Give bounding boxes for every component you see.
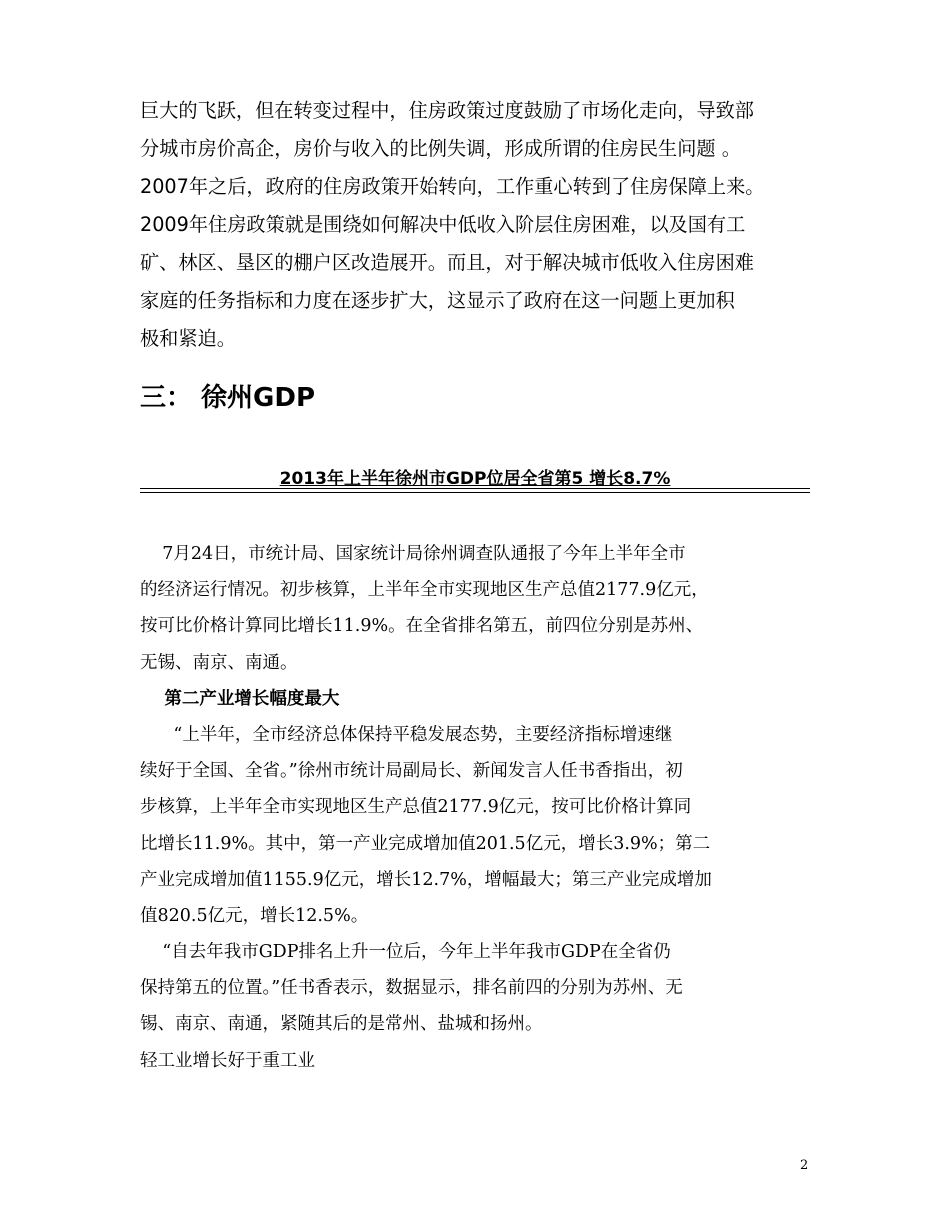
body-line: 按可比价格计算同比增长11.9%。在全省排名第五，前四位分别是苏州、 (140, 616, 704, 637)
page-number: 2 (800, 1158, 809, 1173)
intro-paragraph (140, 92, 820, 358)
body-line: 步核算，上半年全市实现地区生产总值2177.9亿元，按可比价格计算同 (140, 797, 692, 818)
subheading-secondary-industry: 第二产业增长幅度最大 (140, 688, 340, 709)
intro-line: 家庭的任务指标和力度在逐步扩大，这显示了政府在这一问题上更加积 (140, 289, 735, 312)
body-line: 值820.5亿元，增长12.5%。 (140, 905, 369, 926)
body-line: 比增长11.9%。其中，第一产业完成增加值201.5亿元，增长3.9%；第二 (140, 833, 711, 854)
body-line: “上半年，全市经济总体保持平稳发展态势，主要经济指标增速继 (140, 724, 673, 745)
body-line: 续好于全国、全省。”徐州市统计局副局长、新闻发言人任书香指出，初 (140, 761, 683, 782)
intro-line: 2009年住房政策就是围绕如何解决中低收入阶层住房困难，以及国有工 (140, 213, 746, 236)
intro-line: 极和紧迫。 (140, 327, 236, 350)
intro-line: 分城市房价高企，房价与收入的比例失调，形成所谓的住房民生问题 。 (140, 137, 741, 160)
intro-line: 矿、林区、垦区的棚户区改造展开。而且，对于解决城市低收入住房困难 (140, 251, 754, 274)
body-line: 产业完成增加值1155.9亿元，增长12.7%，增幅最大；第三产业完成增加 (140, 869, 712, 890)
body-line: 无锡、南京、南通。 (140, 652, 298, 673)
article-body (140, 536, 820, 1079)
section-title: 三： 徐州GDP (140, 383, 316, 413)
body-line: 7月24日，市统计局、国家统计局徐州调查队通报了今年上半年全市 (140, 544, 686, 564)
intro-line: 巨大的飞跃，但在转变过程中，住房政策过度鼓励了市场化走向，导致部 (140, 99, 754, 122)
headline-text: 2013年上半年徐州市GDP位居全省第5 增长8.7% (279, 469, 671, 489)
body-line: 保持第五的位置。”任书香表示，数据显示，排名前四的分别为苏州、无 (140, 978, 683, 999)
article-headline (140, 464, 810, 494)
body-line: 锡、南京、南通，紧随其后的是常州、盐城和扬州。 (140, 1014, 543, 1035)
intro-line: 2007年之后，政府的住房政策开始转向，工作重心转到了住房保障上来。 (140, 175, 765, 198)
subheading-light-industry: 轻工业增长好于重工业 (140, 1050, 315, 1071)
body-line: 的经济运行情况。初步核算，上半年全市实现地区生产总值2177.9亿元， (140, 580, 709, 601)
body-line: “自去年我市GDP排名上升一位后，今年上半年我市GDP在全省仍 (140, 942, 671, 963)
